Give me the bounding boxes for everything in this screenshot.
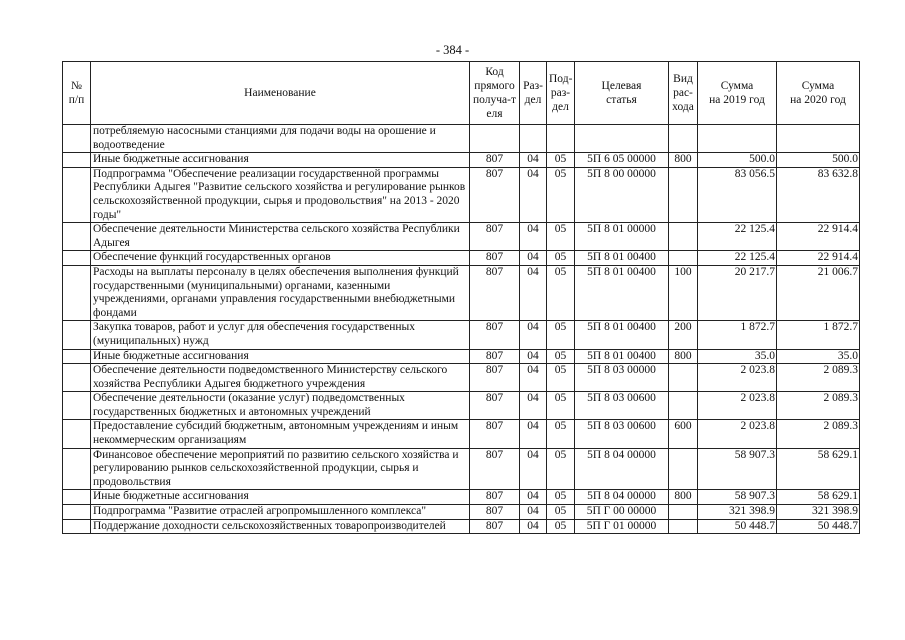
cell-podrazdel: 05 — [547, 265, 575, 320]
cell-podrazdel: 05 — [547, 448, 575, 490]
cell-sum2020: 2 089.3 — [777, 392, 860, 420]
header-podrazdel: Под- раз- дел — [547, 62, 575, 125]
cell-sum2020 — [777, 125, 860, 153]
cell-no — [63, 364, 91, 392]
cell-code: 807 — [470, 349, 520, 364]
table-row — [63, 505, 860, 520]
cell-no — [63, 125, 91, 153]
cell-sum2020: 83 632.8 — [777, 167, 860, 222]
header-no: № п/п — [63, 62, 91, 125]
cell-name: Предоставление субсидий бюджетным, автономным учреждениям и иным некоммерческим организациям — [91, 420, 470, 448]
cell-celevaya: 5П 8 01 00400 — [575, 251, 669, 266]
cell-sum2020: 50 448.7 — [777, 519, 860, 534]
table-row — [63, 125, 860, 153]
cell-name: Финансовое обеспечение мероприятий по развитию сельского хозяйства и регулированию рынков сельскохозяйственной продукции, сырья и продовольствия — [91, 448, 470, 490]
table-row — [63, 251, 860, 266]
cell-vid: 200 — [669, 321, 698, 349]
cell-razdel: 04 — [520, 167, 547, 222]
cell-sum2019: 500.0 — [698, 153, 777, 168]
cell-no — [63, 349, 91, 364]
cell-sum2019: 22 125.4 — [698, 251, 777, 266]
cell-razdel: 04 — [520, 392, 547, 420]
cell-sum2020: 22 914.4 — [777, 223, 860, 251]
cell-celevaya: 5П 8 03 00600 — [575, 420, 669, 448]
table-row — [63, 153, 860, 168]
cell-no — [63, 505, 91, 520]
table-row — [63, 167, 860, 222]
header-sum2019: Сумма на 2019 год — [698, 62, 777, 125]
cell-sum2019: 22 125.4 — [698, 223, 777, 251]
table-body — [63, 125, 860, 534]
cell-code: 807 — [470, 448, 520, 490]
cell-name: Поддержание доходности сельскохозяйственных товаропроизводителей — [91, 519, 470, 534]
cell-celevaya — [575, 125, 669, 153]
cell-name: Расходы на выплаты персоналу в целях обеспечения выполнения функций государственными (муниципальными) органами, казенными учреждениями, органами управления государственными внебюджетными фондами — [91, 265, 470, 320]
cell-no — [63, 490, 91, 505]
cell-razdel: 04 — [520, 265, 547, 320]
cell-code: 807 — [470, 167, 520, 222]
cell-razdel: 04 — [520, 420, 547, 448]
header-sum2020: Сумма на 2020 год — [777, 62, 860, 125]
cell-podrazdel: 05 — [547, 392, 575, 420]
table-row — [63, 519, 860, 534]
cell-sum2020: 321 398.9 — [777, 505, 860, 520]
table-row — [63, 349, 860, 364]
header-celevaya: Целевая статья — [575, 62, 669, 125]
cell-code: 807 — [470, 364, 520, 392]
cell-razdel: 04 — [520, 448, 547, 490]
cell-vid — [669, 392, 698, 420]
cell-name: Иные бюджетные ассигнования — [91, 349, 470, 364]
cell-celevaya: 5П 6 05 00000 — [575, 153, 669, 168]
table-row — [63, 448, 860, 490]
header-name: Наименование — [91, 62, 470, 125]
cell-name: Иные бюджетные ассигнования — [91, 153, 470, 168]
table-row — [63, 490, 860, 505]
cell-vid: 800 — [669, 349, 698, 364]
cell-podrazdel: 05 — [547, 167, 575, 222]
cell-sum2019: 2 023.8 — [698, 392, 777, 420]
cell-podrazdel: 05 — [547, 364, 575, 392]
cell-vid — [669, 167, 698, 222]
cell-code: 807 — [470, 392, 520, 420]
cell-no — [63, 167, 91, 222]
cell-podrazdel — [547, 125, 575, 153]
table-header-row — [63, 62, 860, 125]
cell-code: 807 — [470, 321, 520, 349]
cell-celevaya: 5П 8 01 00400 — [575, 349, 669, 364]
cell-razdel: 04 — [520, 490, 547, 505]
table-row — [63, 321, 860, 349]
cell-vid — [669, 364, 698, 392]
cell-razdel: 04 — [520, 153, 547, 168]
cell-vid — [669, 519, 698, 534]
cell-name: Подпрограмма "Обеспечение реализации государственной программы Республики Адыгея "Развитие сельского хозяйства и регулирование рынков сельскохозяйственной продукции, сырья и продовольствия" на 2013 - 2020 годы" — [91, 167, 470, 222]
cell-celevaya: 5П 8 03 00000 — [575, 364, 669, 392]
header-razdel: Раз- дел — [520, 62, 547, 125]
cell-sum2020: 35.0 — [777, 349, 860, 364]
budget-table — [62, 61, 860, 534]
cell-code: 807 — [470, 490, 520, 505]
cell-razdel — [520, 125, 547, 153]
cell-no — [63, 153, 91, 168]
header-code: Код прямого получа-т еля — [470, 62, 520, 125]
cell-name: Обеспечение деятельности подведомственного Министерству сельского хозяйства Республики Адыгея бюджетного учреждения — [91, 364, 470, 392]
cell-code: 807 — [470, 519, 520, 534]
cell-sum2019: 35.0 — [698, 349, 777, 364]
cell-name: Обеспечение деятельности Министерства сельского хозяйства Республики Адыгея — [91, 223, 470, 251]
cell-razdel: 04 — [520, 519, 547, 534]
cell-no — [63, 321, 91, 349]
cell-celevaya: 5П Г 00 00000 — [575, 505, 669, 520]
cell-code: 807 — [470, 153, 520, 168]
cell-no — [63, 251, 91, 266]
cell-sum2020: 58 629.1 — [777, 448, 860, 490]
cell-vid — [669, 251, 698, 266]
cell-celevaya: 5П 8 01 00400 — [575, 265, 669, 320]
cell-celevaya: 5П 8 00 00000 — [575, 167, 669, 222]
cell-no — [63, 265, 91, 320]
cell-podrazdel: 05 — [547, 519, 575, 534]
cell-podrazdel: 05 — [547, 223, 575, 251]
cell-name: потребляемую насосными станциями для подачи воды на орошение и водоотведение — [91, 125, 470, 153]
cell-sum2020: 500.0 — [777, 153, 860, 168]
cell-sum2020: 21 006.7 — [777, 265, 860, 320]
cell-vid — [669, 448, 698, 490]
cell-name: Обеспечение функций государственных органов — [91, 251, 470, 266]
cell-podrazdel: 05 — [547, 505, 575, 520]
table-row — [63, 364, 860, 392]
cell-celevaya: 5П 8 04 00000 — [575, 490, 669, 505]
cell-podrazdel: 05 — [547, 251, 575, 266]
cell-celevaya: 5П 8 01 00400 — [575, 321, 669, 349]
cell-podrazdel: 05 — [547, 153, 575, 168]
cell-sum2019: 58 907.3 — [698, 490, 777, 505]
table-row — [63, 420, 860, 448]
cell-sum2019: 20 217.7 — [698, 265, 777, 320]
cell-podrazdel: 05 — [547, 490, 575, 505]
cell-sum2020: 2 089.3 — [777, 364, 860, 392]
cell-razdel: 04 — [520, 505, 547, 520]
cell-sum2019: 2 023.8 — [698, 420, 777, 448]
cell-name: Обеспечение деятельности (оказание услуг) подведомственных государственных бюджетных и автономных учреждений — [91, 392, 470, 420]
cell-sum2020: 1 872.7 — [777, 321, 860, 349]
cell-vid: 100 — [669, 265, 698, 320]
cell-vid: 800 — [669, 490, 698, 505]
cell-celevaya: 5П 8 03 00600 — [575, 392, 669, 420]
cell-name: Иные бюджетные ассигнования — [91, 490, 470, 505]
cell-sum2019: 50 448.7 — [698, 519, 777, 534]
cell-no — [63, 448, 91, 490]
cell-celevaya: 5П 8 01 00000 — [575, 223, 669, 251]
table-row — [63, 223, 860, 251]
cell-razdel: 04 — [520, 349, 547, 364]
cell-sum2019 — [698, 125, 777, 153]
cell-razdel: 04 — [520, 251, 547, 266]
cell-podrazdel: 05 — [547, 349, 575, 364]
cell-podrazdel: 05 — [547, 420, 575, 448]
cell-vid: 600 — [669, 420, 698, 448]
cell-razdel: 04 — [520, 223, 547, 251]
cell-sum2019: 58 907.3 — [698, 448, 777, 490]
cell-no — [63, 223, 91, 251]
cell-celevaya: 5П 8 04 00000 — [575, 448, 669, 490]
page-number: - 384 - — [435, 43, 470, 57]
cell-vid: 800 — [669, 153, 698, 168]
cell-code: 807 — [470, 265, 520, 320]
cell-razdel: 04 — [520, 364, 547, 392]
cell-sum2020: 58 629.1 — [777, 490, 860, 505]
table-row — [63, 265, 860, 320]
cell-code: 807 — [470, 420, 520, 448]
cell-sum2019: 2 023.8 — [698, 364, 777, 392]
cell-sum2020: 22 914.4 — [777, 251, 860, 266]
cell-name: Подпрограмма "Развитие отраслей агропромышленного комплекса" — [91, 505, 470, 520]
cell-no — [63, 392, 91, 420]
cell-sum2020: 2 089.3 — [777, 420, 860, 448]
cell-sum2019: 321 398.9 — [698, 505, 777, 520]
cell-code: 807 — [470, 251, 520, 266]
cell-name: Закупка товаров, работ и услуг для обеспечения государственных (муниципальных) нужд — [91, 321, 470, 349]
cell-no — [63, 519, 91, 534]
cell-sum2019: 83 056.5 — [698, 167, 777, 222]
table-row — [63, 392, 860, 420]
cell-razdel: 04 — [520, 321, 547, 349]
cell-vid — [669, 125, 698, 153]
cell-sum2019: 1 872.7 — [698, 321, 777, 349]
cell-vid — [669, 223, 698, 251]
cell-code: 807 — [470, 505, 520, 520]
cell-code — [470, 125, 520, 153]
cell-no — [63, 420, 91, 448]
header-vid: Вид рас- хода — [669, 62, 698, 125]
cell-celevaya: 5П Г 01 00000 — [575, 519, 669, 534]
cell-vid — [669, 505, 698, 520]
cell-podrazdel: 05 — [547, 321, 575, 349]
cell-code: 807 — [470, 223, 520, 251]
